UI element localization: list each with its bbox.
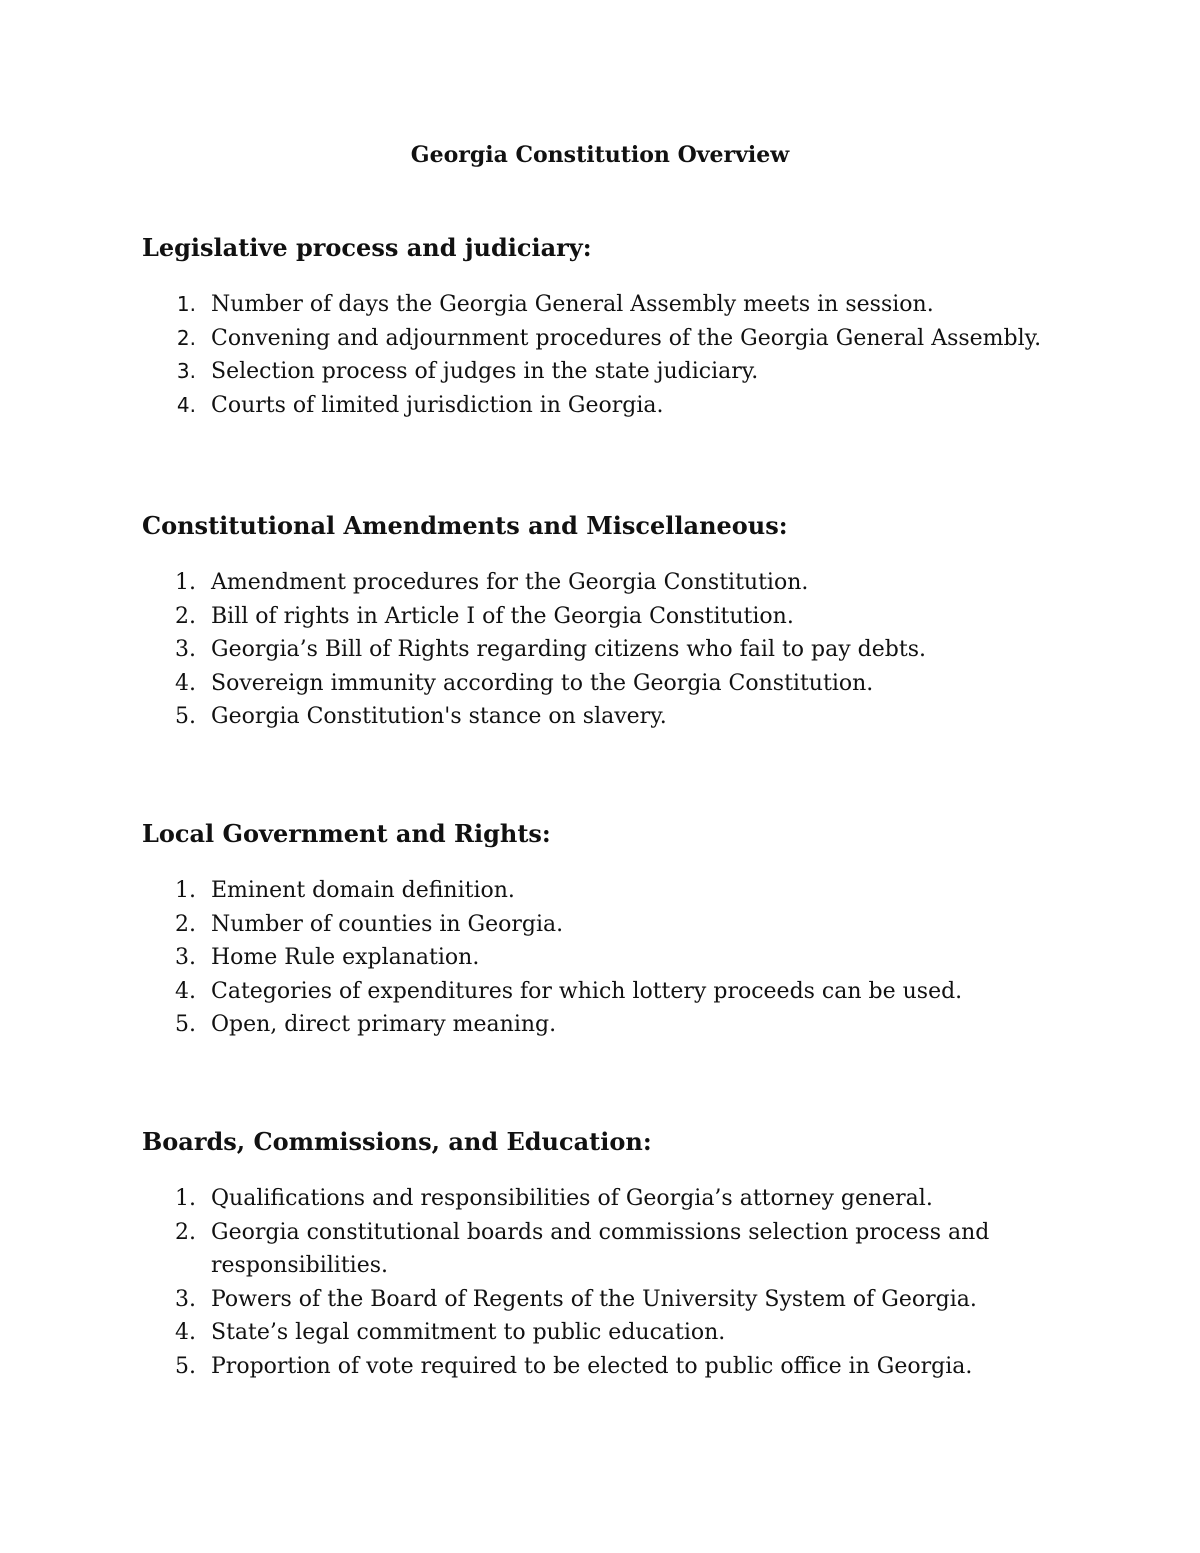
list-item: 4. Categories of expenditures for which lottery proceeds can be used. <box>175 978 963 1004</box>
section-heading: Boards, Commissions, and Education: <box>142 1127 652 1156</box>
section-heading: Constitutional Amendments and Miscellaneous: <box>142 511 788 540</box>
list-item: 1. Amendment procedures for the Georgia Constitution. <box>175 570 809 595</box>
numbered-list <box>142 566 1092 734</box>
page-title: Georgia Constitution Overview <box>410 142 790 168</box>
numbered-list <box>142 1182 1092 1384</box>
list-item: 5. Proportion of vote required to be elected to public office in Georgia. <box>175 1353 973 1379</box>
list-item: 5. Georgia Constitution's stance on slavery. <box>175 704 667 730</box>
list-item: 4. Sovereign immunity according to the Georgia Constitution. <box>175 670 874 696</box>
list-item: 3. Powers of the Board of Regents of the University System of Georgia. <box>175 1286 977 1312</box>
section-legislative <box>142 232 1092 422</box>
list-item: 1. Qualifications and responsibilities of Georgia’s attorney general. <box>175 1186 933 1211</box>
list-item: 3. Home Rule explanation. <box>175 945 480 971</box>
numbered-list <box>142 288 1092 422</box>
section-heading: Legislative process and judiciary: <box>142 233 592 262</box>
list-item: 3. Georgia’s Bill of Rights regarding citizens who fail to pay debts. <box>175 637 926 663</box>
list-item: 2. Number of counties in Georgia. <box>175 911 564 937</box>
list-item: 2. Georgia constitutional boards and commissions selection process and responsibilities. <box>175 1219 990 1279</box>
list-item: 4. State’s legal commitment to public education. <box>175 1320 726 1346</box>
numbered-list <box>142 874 1092 1042</box>
section-amendments <box>142 510 1092 734</box>
list-item: 2. Bill of rights in Article I of the Georgia Constitution. <box>175 603 794 629</box>
list-item: 1. Eminent domain definition. <box>175 878 515 903</box>
section-boards-education <box>142 1126 1092 1384</box>
list-item: 3. Selection process of judges in the state judiciary. <box>176 359 759 385</box>
list-item: 4. Courts of limited jurisdiction in Georgia. <box>176 392 664 418</box>
list-item: 2. Convening and adjournment procedures of the Georgia General Assembly. <box>176 325 1042 351</box>
list-item: 5. Open, direct primary meaning. <box>175 1012 557 1038</box>
section-heading: Local Government and Rights: <box>142 819 551 848</box>
section-local-government <box>142 818 1092 1042</box>
list-item: 1. Number of days the Georgia General Assembly meets in session. <box>176 292 934 317</box>
